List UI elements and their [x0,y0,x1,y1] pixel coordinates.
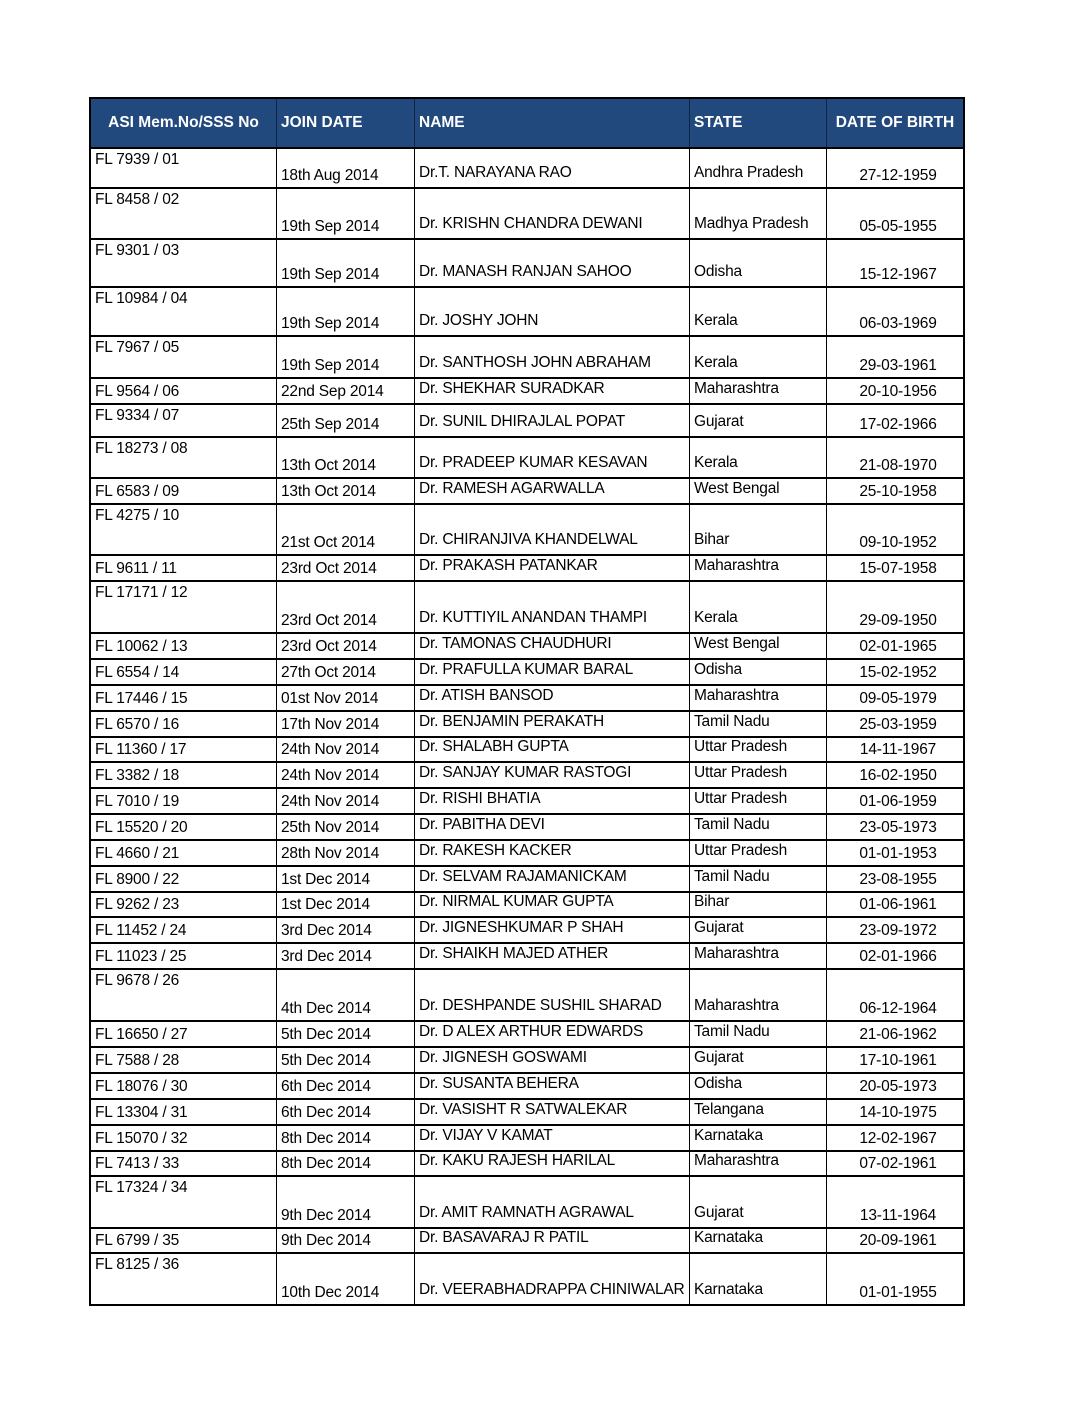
state-cell: Kerala [690,337,827,377]
header-mem-no: ASI Mem.No/SSS No [91,99,277,147]
state-cell: Maharashtra [690,556,827,580]
date-of-birth-cell: 06-12-1964 [859,1000,937,1017]
state-cell: Telangana [690,1100,827,1124]
join-date-cell: 25th Nov 2014 [277,815,415,839]
join-date-cell: 1st Dec 2014 [277,893,415,916]
join-date-cell: 5th Dec 2014 [277,1022,415,1046]
date-of-birth-cell: 09-10-1952 [859,534,937,551]
join-date-cell: 19th Sep 2014 [277,189,415,238]
date-of-birth-cell: 15-07-1958 [859,560,937,577]
name-cell: Dr. VEERABHADRAPPA CHINIWALAR [415,1254,690,1304]
state-cell: Madhya Pradesh [690,189,827,238]
member-number-cell: FL 7939 / 01 [91,149,277,187]
table-row [91,1124,963,1150]
join-date-cell: 10th Dec 2014 [277,1254,415,1304]
member-number-cell: FL 16650 / 27 [91,1022,277,1046]
header-name: NAME [415,99,690,147]
join-date-cell: 18th Aug 2014 [277,149,415,187]
name-cell: Dr. SHEKHAR SURADKAR [415,379,690,403]
member-number-cell: FL 9334 / 07 [91,405,277,436]
table-row [91,787,963,813]
join-date-cell: 19th Sep 2014 [277,240,415,286]
state-cell: Kerala [690,288,827,335]
name-cell: Dr. PRAFULLA KUMAR BARAL [415,660,690,684]
join-date-cell: 28th Nov 2014 [277,841,415,865]
join-date-cell: 25th Sep 2014 [277,405,415,436]
state-cell: Kerala [690,582,827,632]
table-row [91,1150,963,1175]
table-row [91,865,963,891]
date-of-birth-cell: 15-02-1952 [859,664,937,681]
table-row [91,1098,963,1124]
join-date-cell: 23rd Oct 2014 [277,556,415,580]
state-cell: Maharashtra [690,1152,827,1175]
date-of-birth-cell: 23-09-1972 [859,922,937,939]
date-of-birth-cell: 09-05-1979 [859,690,937,707]
header-state: STATE [690,99,827,147]
join-date-cell: 3rd Dec 2014 [277,918,415,942]
join-date-cell: 22nd Sep 2014 [277,379,415,403]
member-number-cell: FL 9678 / 26 [91,970,277,1020]
date-of-birth-cell: 21-08-1970 [859,457,937,474]
state-cell: Bihar [690,505,827,554]
name-cell: Dr. D ALEX ARTHUR EDWARDS [415,1022,690,1046]
name-cell: Dr. SUNIL DHIRAJLAL POPAT [415,405,690,436]
date-of-birth-cell: 21-06-1962 [859,1026,937,1043]
member-number-cell: FL 3382 / 18 [91,763,277,787]
state-cell: Maharashtra [690,970,827,1020]
join-date-cell: 9th Dec 2014 [277,1177,415,1227]
name-cell: Dr. KRISHN CHANDRA DEWANI [415,189,690,238]
member-number-cell: FL 8125 / 36 [91,1254,277,1304]
date-of-birth-cell: 20-05-1973 [859,1078,937,1095]
join-date-cell: 19th Sep 2014 [277,288,415,335]
state-cell: Maharashtra [690,686,827,710]
date-of-birth-cell: 02-01-1965 [859,638,937,655]
name-cell: Dr. SANJAY KUMAR RASTOGI [415,763,690,787]
table-row [91,580,963,632]
name-cell: Dr. CHIRANJIVA KHANDELWAL [415,505,690,554]
state-cell: Karnataka [690,1229,827,1252]
member-number-cell: FL 6554 / 14 [91,660,277,684]
date-of-birth-cell: 25-03-1959 [859,716,937,733]
member-number-cell: FL 15520 / 20 [91,815,277,839]
state-cell: Karnataka [690,1254,827,1304]
member-number-cell: FL 4660 / 21 [91,841,277,865]
date-of-birth-cell: 20-09-1961 [859,1232,937,1249]
table-row [91,187,963,238]
join-date-cell: 3rd Dec 2014 [277,944,415,968]
state-cell: Bihar [690,893,827,916]
date-of-birth-cell: 01-01-1955 [859,1284,937,1301]
date-of-birth-cell: 15-12-1967 [859,266,937,283]
join-date-cell: 4th Dec 2014 [277,970,415,1020]
name-cell: Dr. PRADEEP KUMAR KESAVAN [415,438,690,477]
join-date-cell: 24th Nov 2014 [277,738,415,761]
member-number-cell: FL 6583 / 09 [91,479,277,503]
join-date-cell: 19th Sep 2014 [277,337,415,377]
table-row [91,839,963,865]
date-of-birth-cell: 12-02-1967 [859,1130,937,1147]
join-date-cell: 6th Dec 2014 [277,1100,415,1124]
table-row [91,736,963,761]
date-of-birth-cell: 25-10-1958 [859,483,937,500]
date-of-birth-cell: 01-01-1953 [859,845,937,862]
join-date-cell: 1st Dec 2014 [277,867,415,891]
state-cell: Gujarat [690,1048,827,1072]
table-row [91,761,963,787]
join-date-cell: 9th Dec 2014 [277,1229,415,1252]
table-row [91,632,963,658]
table-row [91,147,963,187]
table-row [91,503,963,554]
state-cell: Tamil Nadu [690,867,827,891]
state-cell: Gujarat [690,1177,827,1227]
name-cell: Dr.T. NARAYANA RAO [415,149,690,187]
table-row [91,658,963,684]
state-cell: Odisha [690,660,827,684]
state-cell: West Bengal [690,479,827,503]
join-date-cell: 27th Oct 2014 [277,660,415,684]
name-cell: Dr. VIJAY V KAMAT [415,1126,690,1150]
state-cell: Maharashtra [690,379,827,403]
member-number-cell: FL 9301 / 03 [91,240,277,286]
join-date-cell: 23rd Oct 2014 [277,634,415,658]
table-row [91,335,963,377]
state-cell: West Bengal [690,634,827,658]
join-date-cell: 24th Nov 2014 [277,763,415,787]
name-cell: Dr. NIRMAL KUMAR GUPTA [415,893,690,916]
join-date-cell: 23rd Oct 2014 [277,582,415,632]
join-date-cell: 13th Oct 2014 [277,479,415,503]
member-number-cell: FL 8458 / 02 [91,189,277,238]
date-of-birth-cell: 17-02-1966 [859,416,937,433]
name-cell: Dr. BENJAMIN PERAKATH [415,712,690,736]
state-cell: Uttar Pradesh [690,738,827,761]
table-row [91,286,963,335]
date-of-birth-cell: 07-02-1961 [859,1155,937,1172]
member-number-cell: FL 17324 / 34 [91,1177,277,1227]
member-number-cell: FL 10062 / 13 [91,634,277,658]
join-date-cell: 21st Oct 2014 [277,505,415,554]
table-row [91,1020,963,1046]
member-number-cell: FL 6799 / 35 [91,1229,277,1252]
table-row [91,710,963,736]
name-cell: Dr. AMIT RAMNATH AGRAWAL [415,1177,690,1227]
name-cell: Dr. PRAKASH PATANKAR [415,556,690,580]
state-cell: Uttar Pradesh [690,789,827,813]
state-cell: Odisha [690,1074,827,1098]
name-cell: Dr. RAKESH KACKER [415,841,690,865]
state-cell: Andhra Pradesh [690,149,827,187]
state-cell: Tamil Nadu [690,1022,827,1046]
table-row [91,554,963,580]
join-date-cell: 17th Nov 2014 [277,712,415,736]
state-cell: Kerala [690,438,827,477]
table-row [91,1175,963,1227]
state-cell: Tamil Nadu [690,815,827,839]
state-cell: Tamil Nadu [690,712,827,736]
member-number-cell: FL 7413 / 33 [91,1152,277,1175]
member-number-cell: FL 13304 / 31 [91,1100,277,1124]
name-cell: Dr. JIGNESHKUMAR P SHAH [415,918,690,942]
table-row [91,238,963,286]
date-of-birth-cell: 23-05-1973 [859,819,937,836]
member-number-cell: FL 7967 / 05 [91,337,277,377]
name-cell: Dr. RISHI BHATIA [415,789,690,813]
join-date-cell: 5th Dec 2014 [277,1048,415,1072]
member-number-cell: FL 6570 / 16 [91,712,277,736]
date-of-birth-cell: 02-01-1966 [859,948,937,965]
table-row [91,684,963,710]
member-number-cell: FL 18273 / 08 [91,438,277,477]
member-number-cell: FL 7588 / 28 [91,1048,277,1072]
date-of-birth-cell: 14-11-1967 [859,741,937,758]
member-number-cell: FL 11452 / 24 [91,918,277,942]
table-row [91,891,963,916]
header-dob: DATE OF BIRTH [835,114,955,131]
date-of-birth-cell: 01-06-1961 [859,896,937,913]
date-of-birth-cell: 23-08-1955 [859,871,937,888]
name-cell: Dr. PABITHA DEVI [415,815,690,839]
date-of-birth-cell: 16-02-1950 [859,767,937,784]
name-cell: Dr. SHALABH GUPTA [415,738,690,761]
date-of-birth-cell: 14-10-1975 [859,1104,937,1121]
name-cell: Dr. SHAIKH MAJED ATHER [415,944,690,968]
date-of-birth-cell: 27-12-1959 [859,167,937,184]
name-cell: Dr. KUTTIYIL ANANDAN THAMPI [415,582,690,632]
member-number-cell: FL 9262 / 23 [91,893,277,916]
table-row [91,477,963,503]
name-cell: Dr. MANASH RANJAN SAHOO [415,240,690,286]
name-cell: Dr. ATISH BANSOD [415,686,690,710]
member-number-cell: FL 15070 / 32 [91,1126,277,1150]
member-number-cell: FL 17446 / 15 [91,686,277,710]
table-row [91,403,963,436]
state-cell: Odisha [690,240,827,286]
member-number-cell: FL 7010 / 19 [91,789,277,813]
date-of-birth-cell: 17-10-1961 [859,1052,937,1069]
name-cell: Dr. KAKU RAJESH HARILAL [415,1152,690,1175]
join-date-cell: 24th Nov 2014 [277,789,415,813]
state-cell: Uttar Pradesh [690,841,827,865]
members-table [89,97,965,1306]
header-join-date: JOIN DATE [277,99,415,147]
name-cell: Dr. RAMESH AGARWALLA [415,479,690,503]
join-date-cell: 01st Nov 2014 [277,686,415,710]
state-cell: Karnataka [690,1126,827,1150]
table-body [91,147,963,1304]
member-number-cell: FL 18076 / 30 [91,1074,277,1098]
member-number-cell: FL 9564 / 06 [91,379,277,403]
state-cell: Gujarat [690,918,827,942]
member-number-cell: FL 11023 / 25 [91,944,277,968]
member-number-cell: FL 4275 / 10 [91,505,277,554]
state-cell: Uttar Pradesh [690,763,827,787]
date-of-birth-cell: 13-11-1964 [859,1207,937,1224]
date-of-birth-cell: 29-03-1961 [859,357,937,374]
name-cell: Dr. JOSHY JOHN [415,288,690,335]
join-date-cell: 8th Dec 2014 [277,1152,415,1175]
table-row [91,1227,963,1252]
name-cell: Dr. BASAVARAJ R PATIL [415,1229,690,1252]
join-date-cell: 8th Dec 2014 [277,1126,415,1150]
member-number-cell: FL 8900 / 22 [91,867,277,891]
name-cell: Dr. JIGNESH GOSWAMI [415,1048,690,1072]
name-cell: Dr. TAMONAS CHAUDHURI [415,634,690,658]
state-cell: Gujarat [690,405,827,436]
state-cell: Maharashtra [690,944,827,968]
date-of-birth-cell: 06-03-1969 [859,315,937,332]
name-cell: Dr. DESHPANDE SUSHIL SHARAD [415,970,690,1020]
table-row [91,1252,963,1304]
name-cell: Dr. SELVAM RAJAMANICKAM [415,867,690,891]
table-row [91,1046,963,1072]
join-date-cell: 6th Dec 2014 [277,1074,415,1098]
date-of-birth-cell: 05-05-1955 [859,218,937,235]
date-of-birth-cell: 20-10-1956 [859,383,937,400]
name-cell: Dr. SANTHOSH JOHN ABRAHAM [415,337,690,377]
table-row [91,942,963,968]
table-row [91,916,963,942]
table-row [91,1072,963,1098]
member-number-cell: FL 10984 / 04 [91,288,277,335]
member-number-cell: FL 9611 / 11 [91,556,277,580]
name-cell: Dr. SUSANTA BEHERA [415,1074,690,1098]
join-date-cell: 13th Oct 2014 [277,438,415,477]
member-number-cell: FL 11360 / 17 [91,738,277,761]
table-row [91,968,963,1020]
table-row [91,813,963,839]
member-number-cell: FL 17171 / 12 [91,582,277,632]
date-of-birth-cell: 29-09-1950 [859,612,937,629]
table-row [91,436,963,477]
name-cell: Dr. VASISHT R SATWALEKAR [415,1100,690,1124]
date-of-birth-cell: 01-06-1959 [859,793,937,810]
table-row [91,377,963,403]
table-header [91,99,963,147]
